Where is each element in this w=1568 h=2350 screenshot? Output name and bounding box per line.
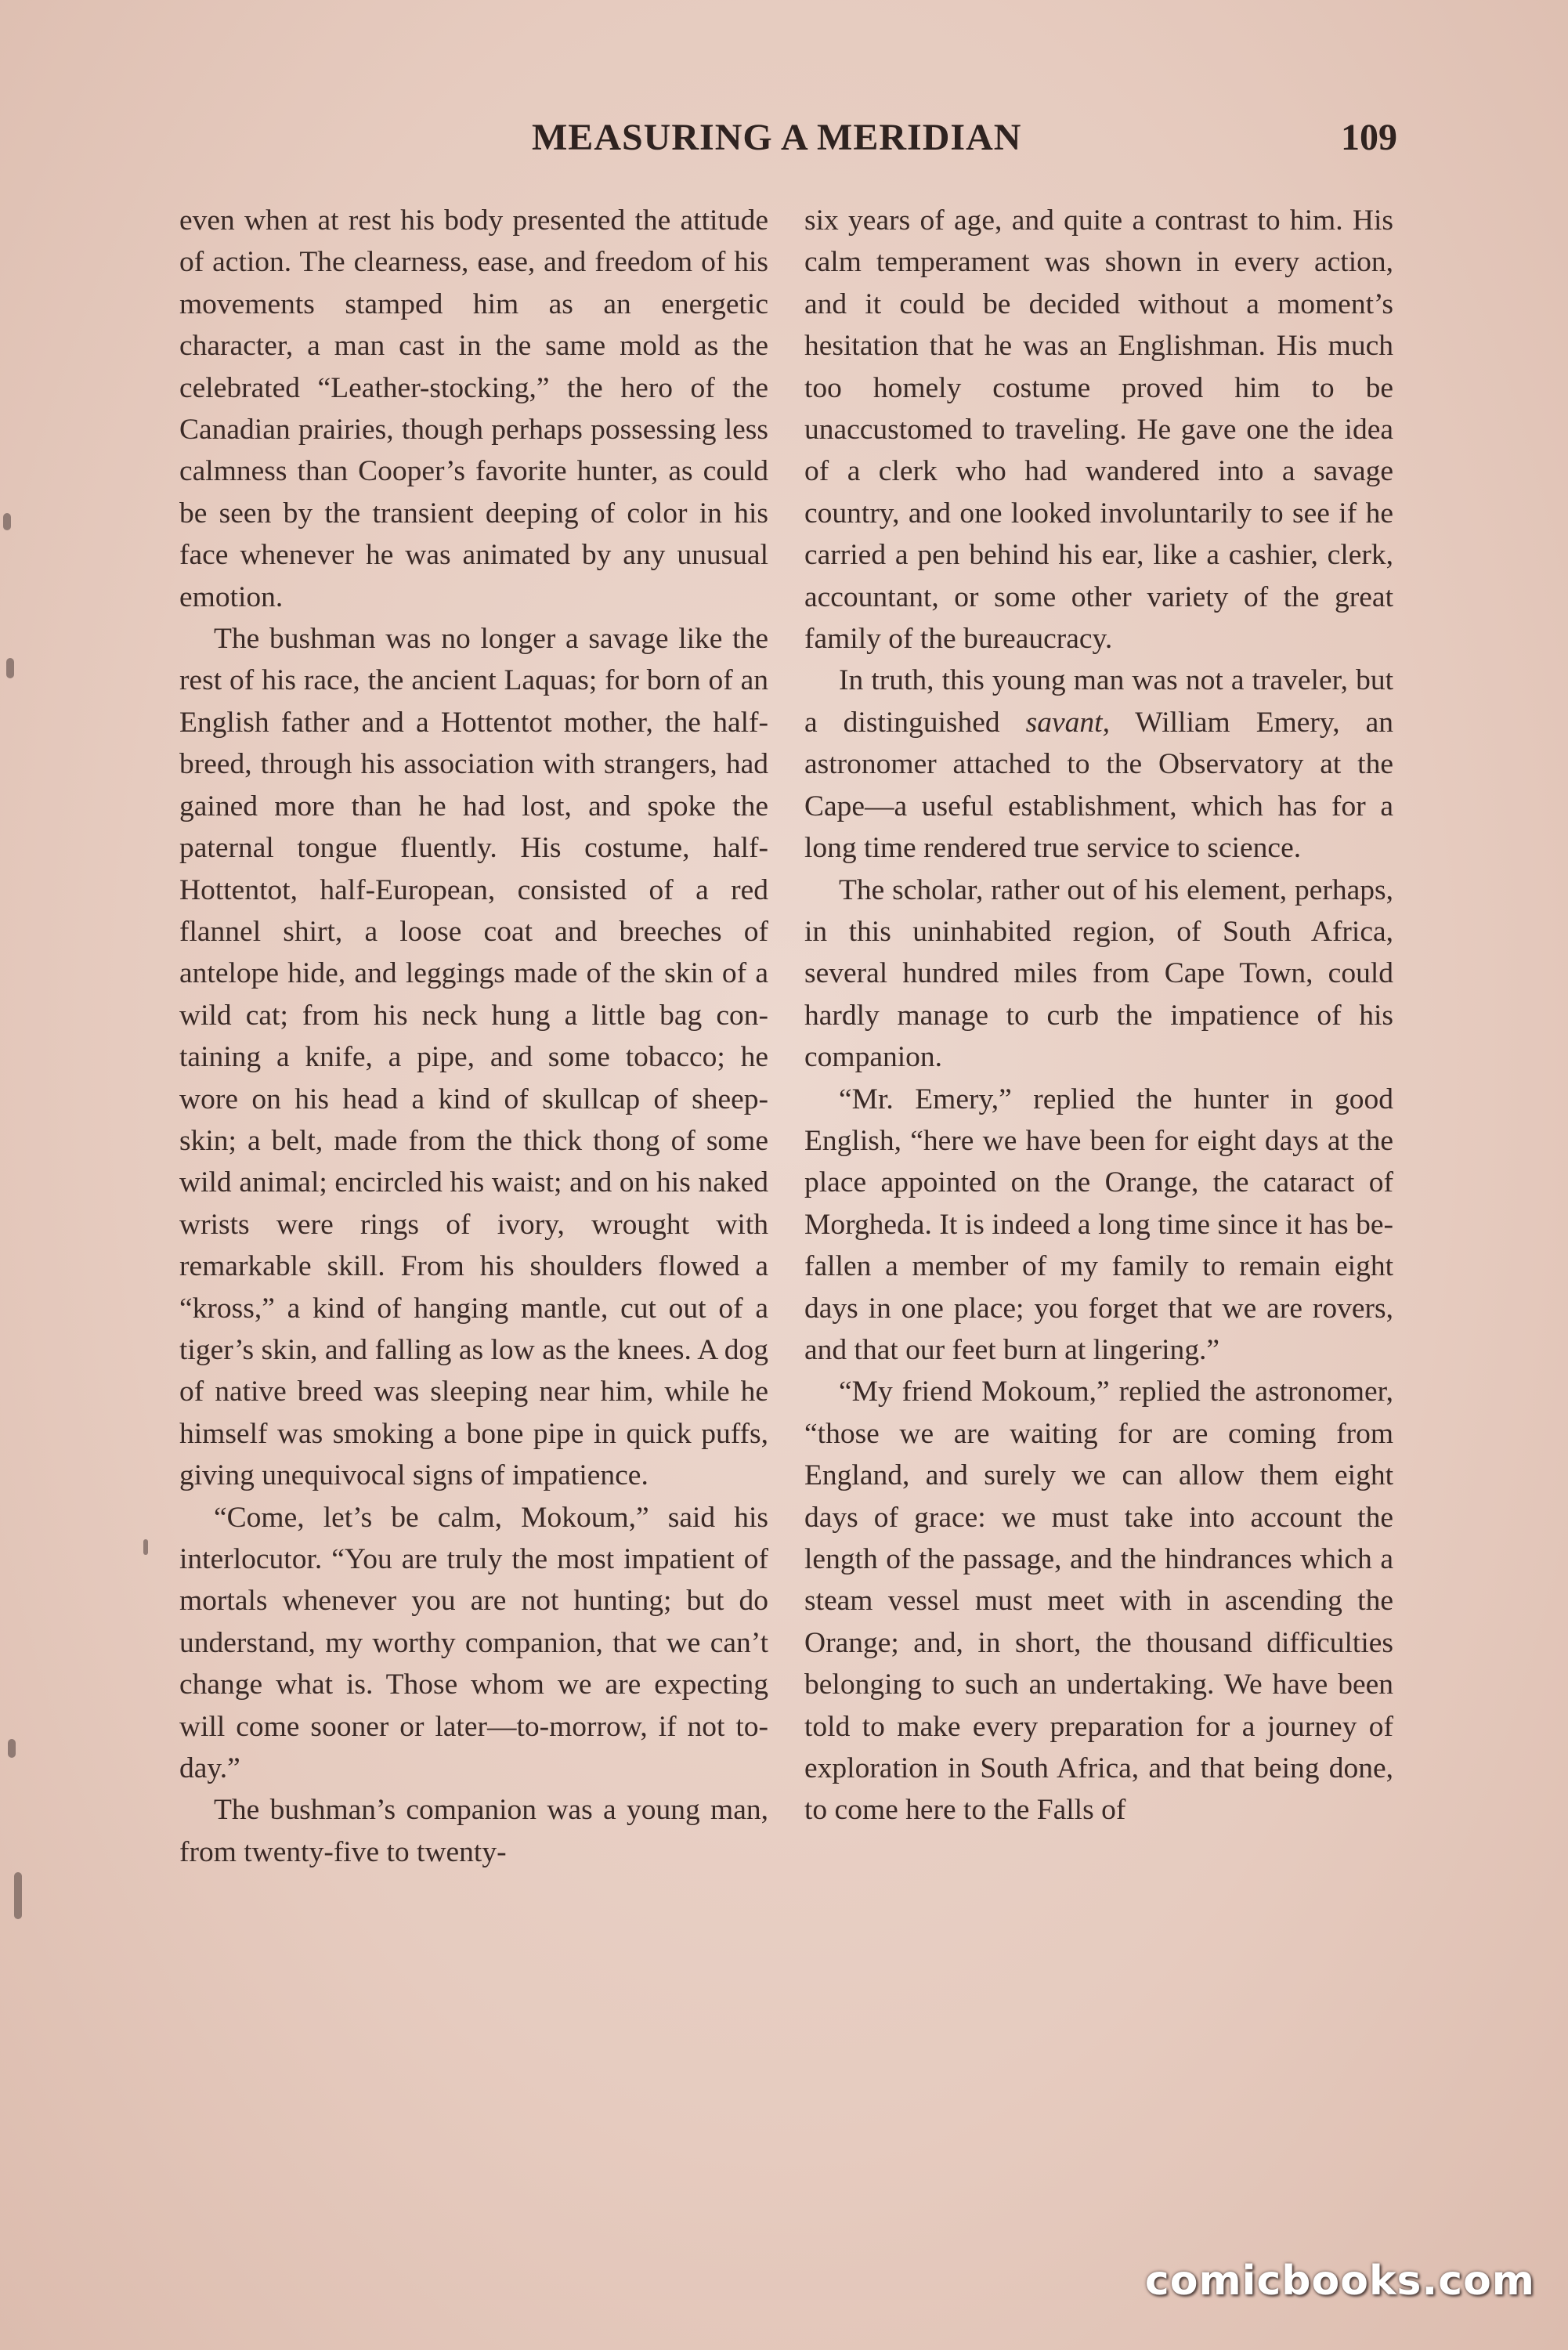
paragraph-text: In truth, this young man was not a traveler, but a distinguished xyxy=(804,664,1393,739)
binding-mark xyxy=(3,513,11,530)
paragraph: “Mr. Emery,” replied the hunter in good English, “here we have been for eight days at the place appointed on the Orange, the cataract of Morgheda. It is indeed a long time since it has befallen a member of my family to remain eight days in one place; you forget that we are rovers, and that our feet burn at lingering.” xyxy=(804,1083,1393,1366)
running-title: MEASURING A MERIDIAN xyxy=(532,117,1022,158)
italic-word: savant, xyxy=(1025,706,1110,739)
page-number: 109 xyxy=(1341,117,1397,158)
paragraph xyxy=(804,660,1393,869)
binding-mark xyxy=(14,1872,22,1919)
page-header xyxy=(179,116,1397,163)
paragraph: The bushman was no longer a savage like the rest of his race, the ancient Laquas; for born of an English father and a Hottentot mother, the half-breed, through his association with strangers, had gained more than he had lost, and spoke the paternal tongue fluently. His costume, half-Hottentot, half-European, consisted of a red flannel shirt, a loose coat and breeches of antelope hide, and leggings made of the skin of a wild cat; from his neck hung a little bag containing a knife, a pipe, and some tobacco; he wore on his head a kind of skullcap of sheep-skin; a belt, made from the thick thong of some wild animal; encircled his waist; and on his naked wrists were rings of ivory, wrought with remarkable skill. From his shoulders flowed a “kross,” a kind of hanging mantle, cut out of a tiger’s skin, and falling as low as the knees. A dog of native breed was sleeping near him, while he himself was smoking a bone pipe in quick puffs, giving unequivocal signs of impatience. xyxy=(179,623,768,1492)
paragraph: “Come, let’s be calm, Mokoum,” said his interlocutor. “You are truly the most impatient of mortals whenever you are not hunting; but do understand, my worthy companion, that we can’t change what is. Those whom we are expecting will come sooner or later—to-morrow, if not to-day.” xyxy=(179,1501,768,1785)
binding-mark xyxy=(143,1539,148,1555)
paragraph: The scholar, rather out of his element, perhaps, in this uninhabited region, of South Africa, several hundred miles from Cape Town, could hardly manage to curb the impatience of his companion. xyxy=(804,873,1393,1074)
paragraph: The bushman’s companion was a young man, from twenty-five to twenty- xyxy=(179,1794,768,1868)
paragraph: six years of age, and quite a contrast to him. His calm temperament was shown in every action, and it could be decided without a moment’s hesitation that he was an Englishman. His much too homely costume proved him to be unaccustomed to traveling. He gave one the idea of a clerk who had wandered into a savage country, and one looked involuntarily to see if he carried a pen behind his ear, like a cashier, clerk, accountant, or some other variety of the great family of the bureaucracy. xyxy=(804,204,1393,656)
paragraph: even when at rest his body presented the attitude of action. The clearness, ease, and freedom of his movements stamped him as an energetic character, a man cast in the same mold as the celebrated “Leather-stocking,” the hero of the Canadian prairies, though perhaps possessing less calmness than Cooper’s favorite hunter, as could be seen by the transient deeping of color in his face whenever he was animated by any unusual emotion. xyxy=(179,204,768,613)
paragraph-text: William Emery, an astronomer attached to the Observatory at the Cape—a useful establishment, which has for a long time rendered true service to science. xyxy=(804,706,1393,865)
binding-mark xyxy=(6,658,14,678)
left-column xyxy=(179,200,768,1873)
watermark: comicbooks.com xyxy=(1144,2258,1535,2305)
paragraph: “My friend Mokoum,” replied the astronomer, “those we are waiting for are coming from England, and surely we can allow them eight days of grace: we must take into account the length of the passage, and the hindrances which a steam vessel must meet with in ascending the Orange; and, in short, the thousand difficulties belonging to such an undertaking. We have been told to make every preparation for a journey of exploration in South Africa, and that being done, to come here to the Falls of xyxy=(804,1376,1393,1827)
right-column xyxy=(804,200,1393,1831)
binding-mark xyxy=(8,1739,16,1758)
